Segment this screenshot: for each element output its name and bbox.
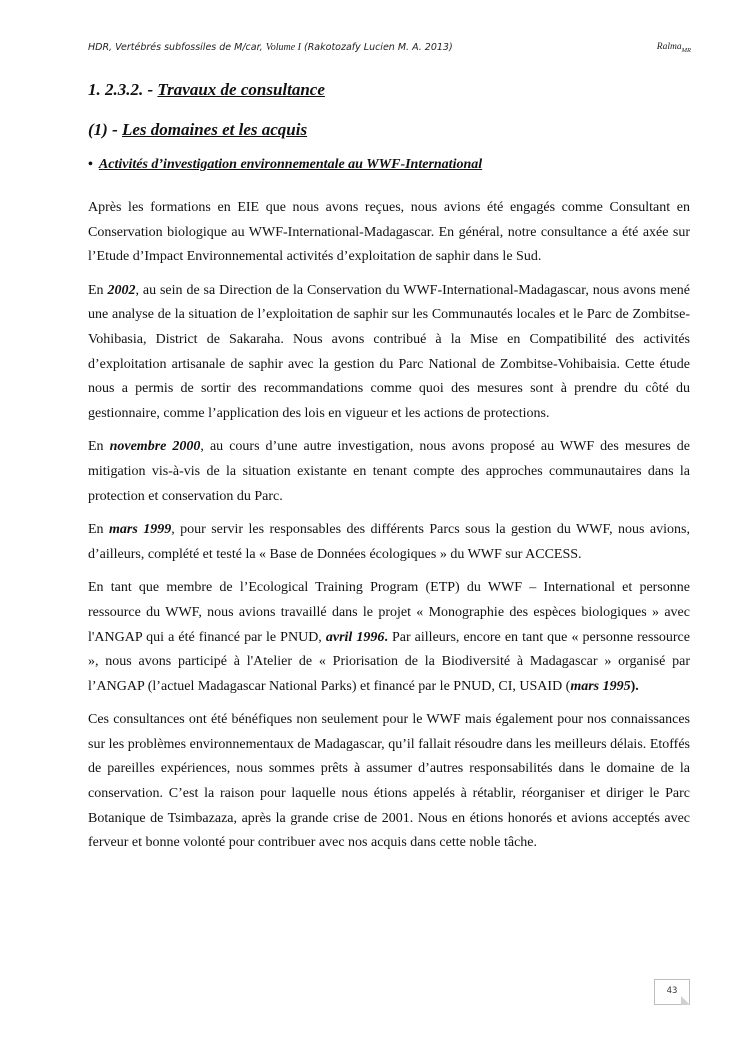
bullet-icon: • — [88, 157, 93, 172]
paragraph-2 — [88, 279, 690, 427]
page-number: 43 — [666, 986, 678, 996]
bullet-heading — [88, 156, 690, 174]
paragraph-3-body: , au cours d’une autre investigation, nous avons proposé au WWF des mesures de mitigation vis-à-vis de la situation existante en tenant compte des approches communautaires dans la protection et conservation du Parc. — [88, 439, 690, 504]
page-curl-icon — [681, 996, 690, 1005]
paragraph-5-date-2: mars 1995 — [570, 678, 631, 694]
header-title: HDR, Vertébrés subfossiles de M/car, — [88, 42, 263, 53]
header-volume: Volume I — [265, 42, 301, 53]
paragraph-2-date: 2002 — [107, 282, 136, 298]
subsection-number: (1) - — [88, 120, 118, 139]
paragraph-5-lead: En tant que membre de l’Ecological Training Program (ETP) du WWF – International et personne ressource du WWF, nous avions travaillé dans le projet « Monographie des espèces biologiques » avec l'ANGAP qui a été financé par le PNUD, — [88, 580, 690, 645]
paragraph-3-date: novembre 2000 — [109, 439, 201, 455]
paragraph-5-dot: . — [384, 629, 388, 645]
paragraph-6: Ces consultances ont été bénéfiques non seulement pour le WWF mais également pour nos connaissances sur les problèmes environnementaux de Madagascar, qu’il fallait résoudre dans les meilleurs délais. Etoffés de pareilles expériences, nous sommes prêts à assumer d’autres responsabilités dans le domaine de la conservation. C’est la raison pour laquelle nous étions appelés à rétablir, réorganiser et diriger le Parc Botanique de Tsimbazaza, après la grande crise de 2001. Nous en étions honorés et avions acceptés avec ferveur et bonne volonté pour contribuer avec nos acquis dans cette noble tâche. — [88, 712, 690, 851]
paragraph-3-lead: En — [88, 439, 110, 455]
header-left — [88, 42, 453, 53]
header-author: (Rakotozafy Lucien M. A. 2013) — [304, 42, 453, 53]
section-number: 1. 2.3.2. - — [88, 80, 154, 99]
paragraph-5-end: ). — [630, 678, 639, 694]
paragraph-4-date: mars 1999 — [108, 522, 172, 538]
paragraph-2-lead: En — [88, 282, 108, 298]
header-initials-sub: MR — [681, 46, 691, 54]
paragraph-4-lead: En — [88, 522, 109, 538]
paragraph-3 — [88, 435, 690, 509]
header-right — [657, 42, 691, 54]
paragraph-1: Après les formations en EIE que nous avons reçues, nous avions été engagés comme Consultant en Conservation biologique au WWF-International-Madagascar. En général, notre consultance a été axée sur l’Etude d’Impact Environnemental activités d’exploitation de saphir dans le Sud. — [88, 200, 690, 265]
subsection-title: Les domaines et les acquis — [121, 120, 308, 139]
section-heading — [88, 78, 690, 102]
paragraph-5-date-1: avril 1996 — [325, 629, 385, 645]
page-content — [88, 78, 690, 865]
paragraph-5 — [88, 576, 690, 699]
paragraph-5-body: Par ailleurs, encore en tant que « personne ressource », nous avons participé à l'Atelier de « Priorisation de la Biodiversité à Madagascar » organisé par l’ANGAP (l’actuel Madagascar National Parks) et financé par le PNUD, CI, USAID ( — [88, 629, 690, 694]
paragraph-2-body: , au sein de sa Direction de la Conservation du WWF-International-Madagascar, nous avons mené une analyse de la situation de l’exploitation de saphir sur les Communautés locales et le Parc de Zombitse-Vohibasia, District de Sakaraha. Nous avons contribué à la Mise en Compatibilité des activités d’exploitation artisanale de saphir avec la gestion du Parc National de Zombitse-Vohibaisia. Cette étude nous a permis de sortir des recommandations comme quoi des mesures sont à prendre du côté du gestionnaire, comme l’application des lois en vigueur et les actions de protections. — [88, 282, 690, 421]
paragraph-4 — [88, 518, 690, 567]
bullet-title: Activités d’investigation environnementale au WWF-International — [98, 157, 483, 172]
section-title: Travaux de consultance — [157, 80, 325, 99]
header-initials: Ralma — [656, 42, 682, 52]
page-number-box — [654, 979, 690, 1005]
paragraph-4-body: , pour servir les responsables des différents Parcs sous la gestion du WWF, nous avions, d’ailleurs, complété et testé la « Base de Données écologiques » du WWF sur ACCESS. — [88, 522, 690, 562]
subsection-heading — [88, 118, 690, 142]
